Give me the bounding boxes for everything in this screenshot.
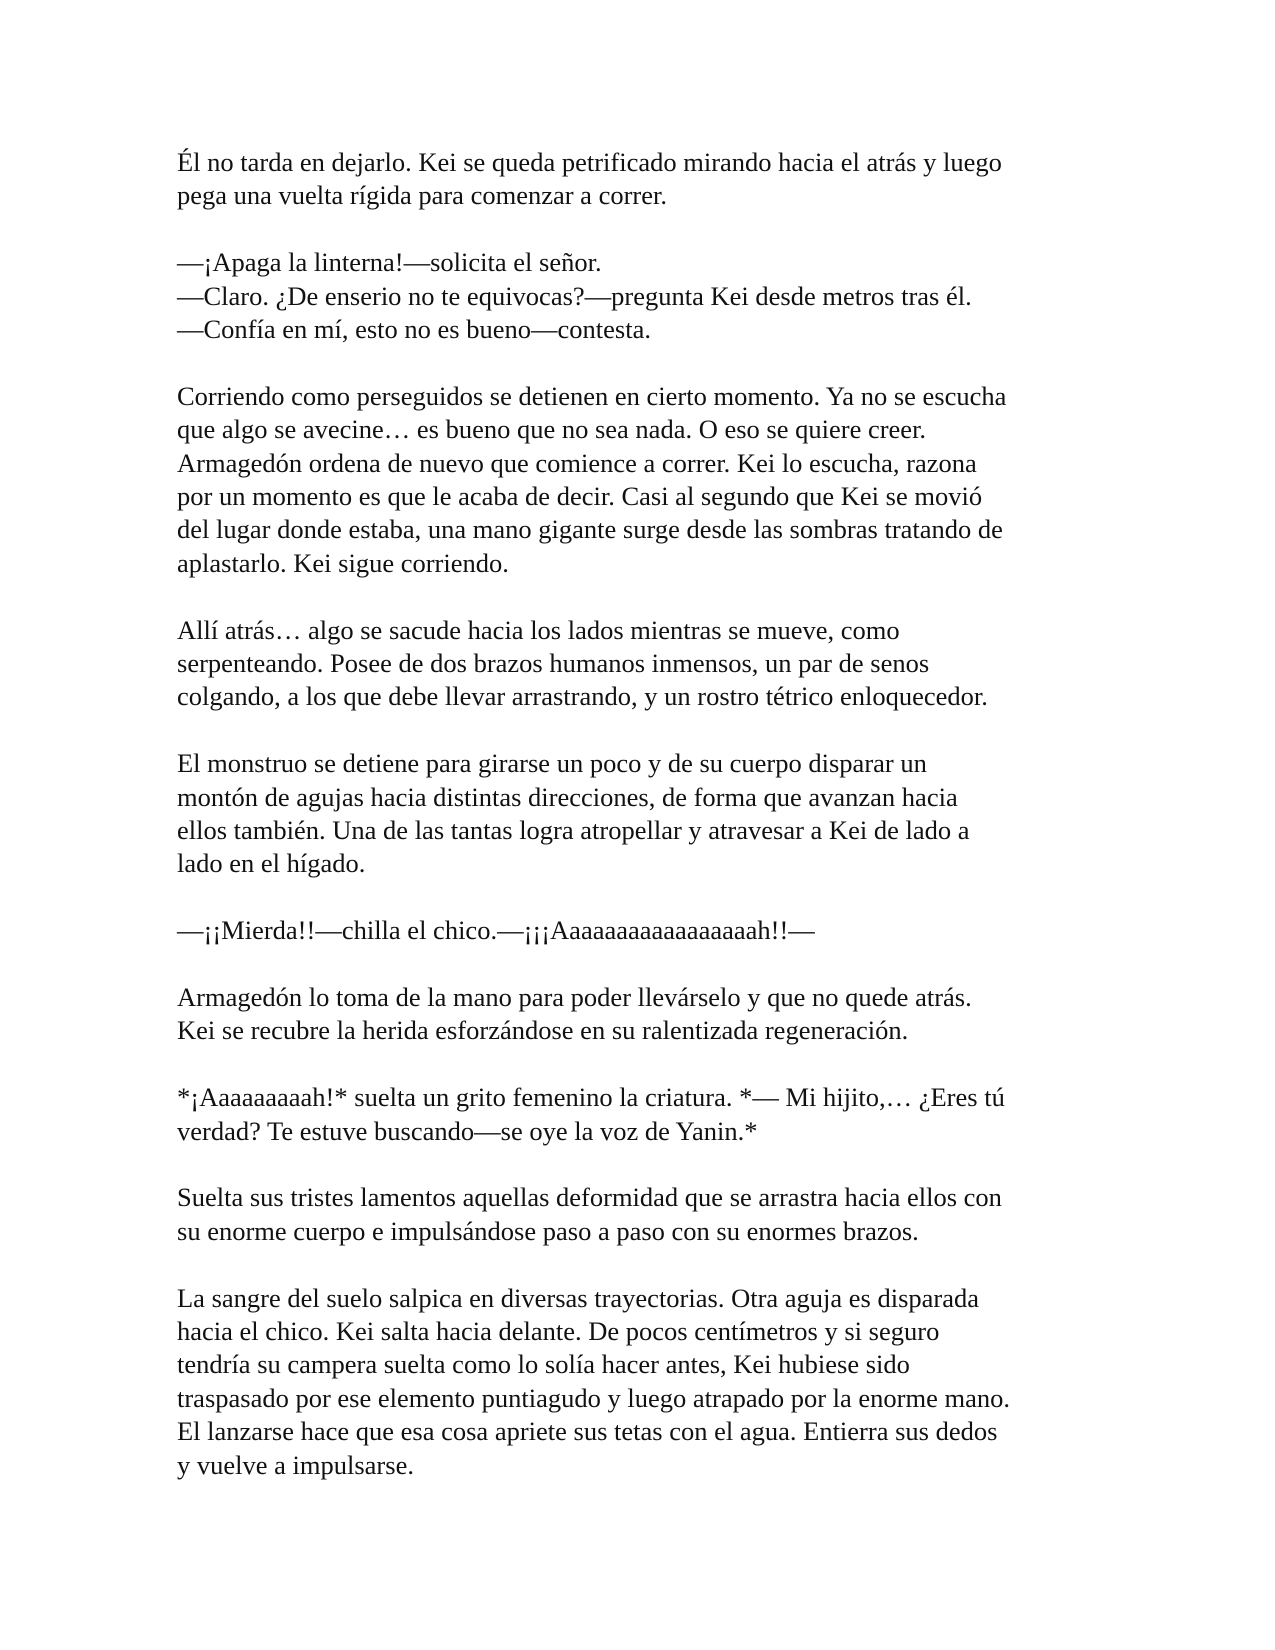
text-line: *¡Aaaaaaaaah!* suelta un grito femenino la criatura. *— Mi hijito,… ¿Eres tú xyxy=(177,1082,1005,1113)
text-line: —Confía en mí, esto no es bueno—contesta. xyxy=(177,314,651,345)
text-line: aplastarlo. Kei sigue corriendo. xyxy=(177,547,509,578)
text-line: serpenteando. Posee de dos brazos humanos inmensos, un par de senos xyxy=(177,648,930,679)
text-line: La sangre del suelo salpica en diversas trayectorias. Otra aguja es disparada xyxy=(177,1282,980,1313)
text-line: que algo se avecine… es bueno que no sea nada. O eso se quiere creer. xyxy=(177,414,927,445)
text-line: por un momento es que le acaba de decir. Casi al segundo que Kei se movió xyxy=(177,481,983,512)
paragraph xyxy=(177,981,1097,1048)
text-line: tendría su campera suelta como lo solía hacer antes, Kei hubiese sido xyxy=(177,1349,910,1380)
text-line: hacia el chico. Kei salta hacia delante. De pocos centímetros y si seguro xyxy=(177,1316,940,1347)
text-line: ellos también. Una de las tantas logra atropellar y atravesar a Kei de lado a xyxy=(177,815,970,846)
text-line: El monstruo se detiene para girarse un poco y de su cuerpo disparar un xyxy=(177,748,927,779)
paragraph xyxy=(177,246,1097,346)
text-line: Corriendo como perseguidos se detienen en cierto momento. Ya no se escucha xyxy=(177,380,1007,411)
text-line: montón de agujas hacia distintas direcciones, de forma que avanzan hacia xyxy=(177,781,958,812)
paragraph xyxy=(177,1081,1097,1148)
paragraph xyxy=(177,1282,1097,1482)
text-line: Él no tarda en dejarlo. Kei se queda petrificado mirando hacia el atrás y luego xyxy=(177,147,1002,177)
text-line: pega una vuelta rígida para comenzar a correr. xyxy=(177,180,667,211)
text-line: Allí atrás… algo se sacude hacia los lados mientras se mueve, como xyxy=(177,614,900,645)
paragraph xyxy=(177,1181,1097,1248)
text-line: —¡Apaga la linterna!—solicita el señor. xyxy=(177,247,602,278)
paragraph xyxy=(177,914,1097,947)
text-line: El lanzarse hace que esa cosa apriete sus tetas con el agua. Entierra sus dedos xyxy=(177,1416,998,1447)
paragraph xyxy=(177,146,1097,213)
document-body xyxy=(177,146,1097,1516)
text-line: Suelta sus tristes lamentos aquellas deformidad que se arrastra hacia ellos con xyxy=(177,1182,1002,1213)
text-line: colgando, a los que debe llevar arrastrando, y un rostro tétrico enloquecedor. xyxy=(177,681,988,712)
text-line: Armagedón lo toma de la mano para poder llevárselo y que no quede atrás. xyxy=(177,982,972,1013)
text-line: traspasado por ese elemento puntiagudo y luego atrapado por la enorme mano. xyxy=(177,1382,1011,1413)
text-line: y vuelve a impulsarse. xyxy=(177,1449,414,1480)
paragraph xyxy=(177,747,1097,881)
text-line: lado en el hígado. xyxy=(177,848,366,879)
text-line: Armagedón ordena de nuevo que comience a correr. Kei lo escucha, razona xyxy=(177,447,977,478)
text-line: su enorme cuerpo e impulsándose paso a paso con su enormes brazos. xyxy=(177,1215,919,1246)
paragraph xyxy=(177,380,1097,580)
text-line: —Claro. ¿De enserio no te equivocas?—pregunta Kei desde metros tras él. xyxy=(177,280,972,311)
text-line: del lugar donde estaba, una mano gigante surge desde las sombras tratando de xyxy=(177,514,1003,545)
text-line: Kei se recubre la herida esforzándose en su ralentizada regeneración. xyxy=(177,1015,909,1046)
paragraph xyxy=(177,614,1097,714)
text-line: —¡¡Mierda!!—chilla el chico.—¡¡¡Aaaaaaaaaaaaaaaaah!!— xyxy=(177,915,815,946)
text-line: verdad? Te estuve buscando—se oye la voz de Yanin.* xyxy=(177,1115,758,1146)
